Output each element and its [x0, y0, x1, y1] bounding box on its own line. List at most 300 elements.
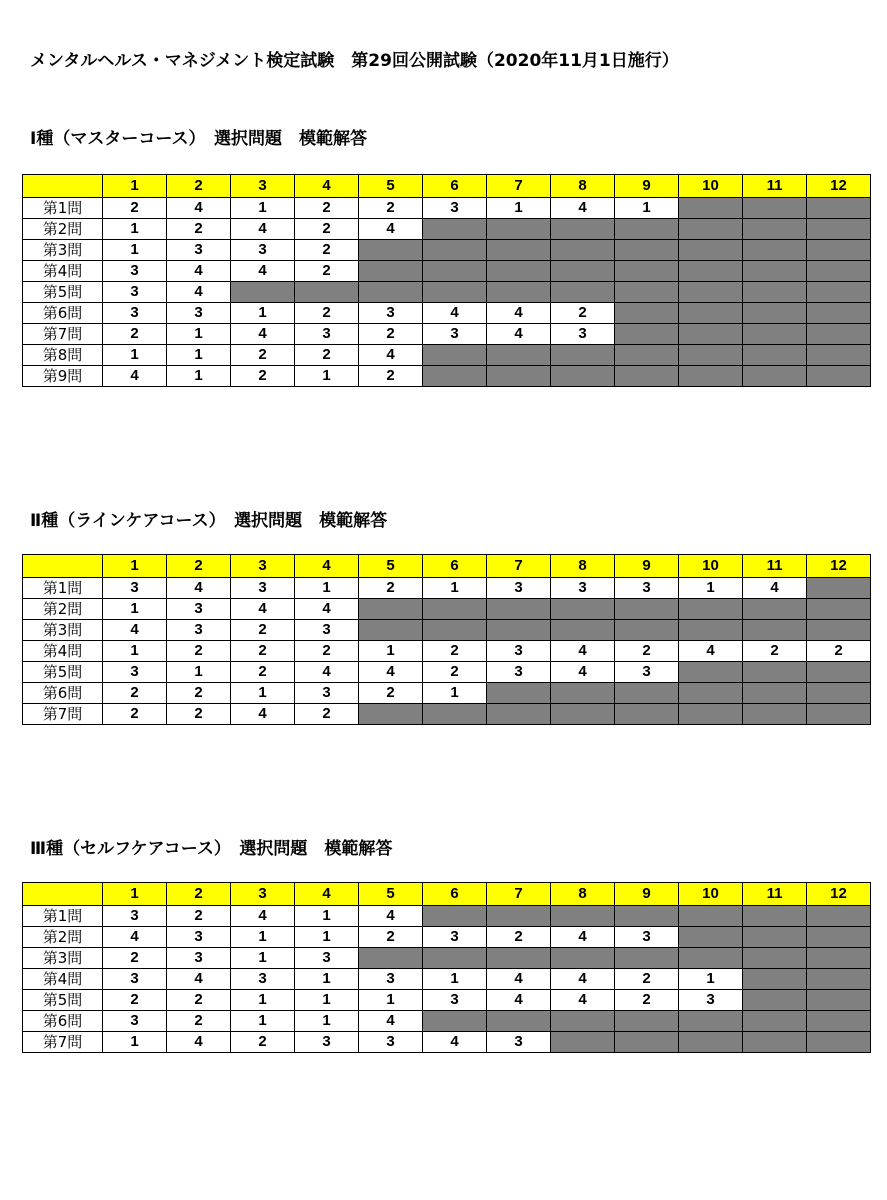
unused-cell [679, 240, 743, 261]
answer-cell: 4 [359, 345, 423, 366]
answer-cell: 2 [167, 704, 231, 725]
answer-cell: 3 [679, 990, 743, 1011]
unused-cell [359, 704, 423, 725]
header-row [23, 555, 871, 578]
answer-cell: 2 [615, 969, 679, 990]
answer-cell: 4 [231, 219, 295, 240]
column-header: 6 [423, 883, 487, 906]
unused-cell [423, 261, 487, 282]
answer-cell: 1 [423, 578, 487, 599]
answer-cell: 2 [103, 990, 167, 1011]
answer-cell: 4 [295, 662, 359, 683]
question-label: 第6問 [23, 303, 103, 324]
answer-cell: 1 [231, 303, 295, 324]
question-row [23, 303, 871, 324]
column-header: 4 [295, 555, 359, 578]
question-row [23, 927, 871, 948]
answer-cell: 3 [103, 906, 167, 927]
unused-cell [423, 704, 487, 725]
answer-cell: 2 [295, 641, 359, 662]
column-header: 4 [295, 883, 359, 906]
unused-cell [807, 620, 871, 641]
unused-cell [615, 906, 679, 927]
answer-cell: 4 [487, 990, 551, 1011]
answer-cell: 2 [295, 704, 359, 725]
question-label: 第1問 [23, 906, 103, 927]
answer-cell: 4 [359, 906, 423, 927]
answer-cell: 2 [359, 683, 423, 704]
unused-cell [551, 282, 615, 303]
unused-cell [743, 662, 807, 683]
answer-cell: 2 [295, 345, 359, 366]
answer-cell: 3 [487, 1032, 551, 1053]
answer-cell: 1 [295, 1011, 359, 1032]
question-row [23, 282, 871, 303]
answer-cell: 2 [615, 641, 679, 662]
answer-cell: 2 [743, 641, 807, 662]
question-label: 第9問 [23, 366, 103, 387]
answer-cell: 3 [103, 282, 167, 303]
answer-cell: 1 [295, 366, 359, 387]
answer-cell: 1 [679, 969, 743, 990]
answer-cell: 2 [231, 345, 295, 366]
question-row [23, 219, 871, 240]
answer-cell: 2 [423, 641, 487, 662]
column-header: 1 [103, 555, 167, 578]
answer-cell: 4 [551, 641, 615, 662]
column-header: 5 [359, 883, 423, 906]
unused-cell [615, 324, 679, 345]
answer-cell: 3 [423, 990, 487, 1011]
unused-cell [743, 683, 807, 704]
header-corner-cell [23, 883, 103, 906]
question-label: 第5問 [23, 990, 103, 1011]
answer-cell: 4 [743, 578, 807, 599]
question-label: 第5問 [23, 662, 103, 683]
unused-cell [743, 366, 807, 387]
question-row [23, 198, 871, 219]
unused-cell [807, 240, 871, 261]
question-row [23, 641, 871, 662]
answer-cell: 3 [359, 303, 423, 324]
answer-cell: 2 [359, 366, 423, 387]
question-label: 第4問 [23, 969, 103, 990]
question-row [23, 240, 871, 261]
unused-cell [679, 599, 743, 620]
question-label: 第1問 [23, 578, 103, 599]
answer-cell: 3 [423, 324, 487, 345]
question-label: 第3問 [23, 948, 103, 969]
unused-cell [743, 240, 807, 261]
unused-cell [487, 704, 551, 725]
answer-cell: 1 [231, 1011, 295, 1032]
unused-cell [615, 282, 679, 303]
unused-cell [487, 345, 551, 366]
unused-cell [423, 620, 487, 641]
question-label: 第5問 [23, 282, 103, 303]
question-row [23, 969, 871, 990]
answer-cell: 2 [231, 1032, 295, 1053]
answer-cell: 3 [167, 927, 231, 948]
answer-cell: 4 [231, 261, 295, 282]
answer-cell: 3 [231, 969, 295, 990]
unused-cell [359, 282, 423, 303]
answer-cell: 4 [551, 969, 615, 990]
unused-cell [743, 198, 807, 219]
answer-cell: 1 [615, 198, 679, 219]
answer-cell: 1 [103, 219, 167, 240]
unused-cell [423, 599, 487, 620]
column-header: 12 [807, 175, 871, 198]
question-label: 第8問 [23, 345, 103, 366]
answer-cell: 2 [423, 662, 487, 683]
answer-cell: 1 [103, 240, 167, 261]
unused-cell [551, 599, 615, 620]
column-header: 5 [359, 175, 423, 198]
answer-cell: 3 [423, 927, 487, 948]
unused-cell [807, 927, 871, 948]
unused-cell [359, 620, 423, 641]
unused-cell [487, 620, 551, 641]
answer-cell: 3 [103, 662, 167, 683]
unused-cell [551, 906, 615, 927]
question-row [23, 906, 871, 927]
unused-cell [807, 704, 871, 725]
unused-cell [679, 683, 743, 704]
unused-cell [807, 1011, 871, 1032]
answer-cell: 3 [103, 303, 167, 324]
answer-cell: 1 [103, 641, 167, 662]
unused-cell [679, 366, 743, 387]
unused-cell [615, 683, 679, 704]
answer-cell: 1 [359, 990, 423, 1011]
unused-cell [743, 219, 807, 240]
unused-cell [359, 599, 423, 620]
question-row [23, 578, 871, 599]
answer-cell: 2 [167, 641, 231, 662]
answer-cell: 4 [487, 324, 551, 345]
answer-cell: 3 [167, 240, 231, 261]
unused-cell [487, 906, 551, 927]
unused-cell [743, 324, 807, 345]
unused-cell [679, 927, 743, 948]
unused-cell [551, 948, 615, 969]
unused-cell [679, 198, 743, 219]
document-title: メンタルヘルス・マネジメント検定試験 第29回公開試験（2020年11月1日施行） [30, 51, 679, 71]
answer-cell: 4 [487, 969, 551, 990]
unused-cell [551, 219, 615, 240]
unused-cell [615, 1032, 679, 1053]
unused-cell [807, 990, 871, 1011]
column-header: 11 [743, 883, 807, 906]
answer-cell: 2 [487, 927, 551, 948]
answer-cell: 2 [167, 906, 231, 927]
unused-cell [551, 683, 615, 704]
unused-cell [743, 948, 807, 969]
question-label: 第3問 [23, 620, 103, 641]
unused-cell [807, 366, 871, 387]
unused-cell [679, 948, 743, 969]
unused-cell [679, 324, 743, 345]
unused-cell [743, 282, 807, 303]
answer-cell: 2 [295, 303, 359, 324]
answer-cell: 4 [103, 927, 167, 948]
answer-cell: 1 [295, 969, 359, 990]
answer-cell: 3 [167, 948, 231, 969]
answer-table-type2 [22, 554, 871, 725]
unused-cell [679, 282, 743, 303]
unused-cell [743, 1032, 807, 1053]
answer-cell: 3 [487, 662, 551, 683]
answer-cell: 4 [167, 282, 231, 303]
answer-cell: 2 [167, 683, 231, 704]
unused-cell [359, 240, 423, 261]
answer-cell: 2 [231, 662, 295, 683]
question-row [23, 948, 871, 969]
question-label: 第7問 [23, 1032, 103, 1053]
unused-cell [743, 927, 807, 948]
answer-cell: 1 [295, 578, 359, 599]
unused-cell [807, 198, 871, 219]
unused-cell [615, 599, 679, 620]
answer-cell: 2 [295, 198, 359, 219]
answer-cell: 3 [295, 1032, 359, 1053]
unused-cell [807, 948, 871, 969]
answer-cell: 4 [167, 969, 231, 990]
header-row [23, 175, 871, 198]
question-label: 第7問 [23, 324, 103, 345]
unused-cell [807, 662, 871, 683]
unused-cell [743, 599, 807, 620]
answer-cell: 2 [359, 324, 423, 345]
unused-cell [615, 240, 679, 261]
unused-cell [743, 906, 807, 927]
column-header: 7 [487, 555, 551, 578]
unused-cell [615, 1011, 679, 1032]
column-header: 9 [615, 175, 679, 198]
unused-cell [807, 906, 871, 927]
answer-cell: 4 [551, 990, 615, 1011]
answer-cell: 1 [167, 324, 231, 345]
question-label: 第4問 [23, 261, 103, 282]
answer-cell: 2 [807, 641, 871, 662]
unused-cell [679, 261, 743, 282]
column-header: 10 [679, 883, 743, 906]
question-row [23, 1011, 871, 1032]
answer-cell: 1 [359, 641, 423, 662]
column-header: 6 [423, 175, 487, 198]
question-row [23, 704, 871, 725]
answer-cell: 2 [359, 927, 423, 948]
answer-cell: 1 [487, 198, 551, 219]
answer-cell: 3 [103, 969, 167, 990]
answer-cell: 3 [167, 620, 231, 641]
unused-cell [679, 345, 743, 366]
answer-cell: 3 [295, 620, 359, 641]
column-header: 12 [807, 555, 871, 578]
answer-cell: 2 [295, 261, 359, 282]
unused-cell [423, 345, 487, 366]
answer-cell: 3 [615, 927, 679, 948]
unused-cell [423, 948, 487, 969]
answer-cell: 4 [551, 662, 615, 683]
answer-cell: 3 [615, 578, 679, 599]
column-header: 8 [551, 555, 615, 578]
unused-cell [807, 324, 871, 345]
unused-cell [551, 366, 615, 387]
unused-cell [615, 704, 679, 725]
answer-cell: 2 [103, 324, 167, 345]
unused-cell [807, 261, 871, 282]
answer-cell: 2 [167, 219, 231, 240]
column-header: 11 [743, 555, 807, 578]
unused-cell [231, 282, 295, 303]
answer-cell: 1 [231, 683, 295, 704]
question-label: 第4問 [23, 641, 103, 662]
unused-cell [807, 683, 871, 704]
answer-cell: 1 [103, 345, 167, 366]
answer-cell: 3 [295, 683, 359, 704]
answer-cell: 2 [167, 990, 231, 1011]
answer-cell: 1 [679, 578, 743, 599]
answer-cell: 3 [551, 324, 615, 345]
answer-cell: 3 [167, 303, 231, 324]
unused-cell [743, 303, 807, 324]
unused-cell [679, 906, 743, 927]
answer-cell: 3 [103, 1011, 167, 1032]
unused-cell [615, 948, 679, 969]
answer-cell: 3 [487, 578, 551, 599]
question-row [23, 324, 871, 345]
answer-cell: 1 [423, 683, 487, 704]
column-header: 12 [807, 883, 871, 906]
unused-cell [423, 240, 487, 261]
unused-cell [615, 366, 679, 387]
column-header: 1 [103, 883, 167, 906]
unused-cell [359, 948, 423, 969]
column-header: 2 [167, 175, 231, 198]
answer-cell: 2 [231, 641, 295, 662]
unused-cell [743, 620, 807, 641]
unused-cell [743, 969, 807, 990]
unused-cell [743, 704, 807, 725]
answer-cell: 4 [551, 198, 615, 219]
answer-cell: 3 [359, 1032, 423, 1053]
column-header: 3 [231, 555, 295, 578]
unused-cell [807, 969, 871, 990]
column-header: 2 [167, 555, 231, 578]
unused-cell [551, 704, 615, 725]
answer-cell: 2 [359, 198, 423, 219]
answer-cell: 4 [231, 599, 295, 620]
answer-cell: 3 [103, 261, 167, 282]
column-header: 7 [487, 175, 551, 198]
answer-table-type1 [22, 174, 871, 387]
answer-cell: 2 [295, 240, 359, 261]
unused-cell [487, 599, 551, 620]
unused-cell [423, 906, 487, 927]
section-title-type2: Ⅱ種（ラインケアコース） 選択問題 模範解答 [30, 511, 388, 531]
answer-cell: 3 [615, 662, 679, 683]
header-corner-cell [23, 175, 103, 198]
unused-cell [743, 1011, 807, 1032]
answer-cell: 3 [551, 578, 615, 599]
answer-cell: 1 [167, 366, 231, 387]
unused-cell [487, 948, 551, 969]
question-row [23, 662, 871, 683]
answer-cell: 4 [359, 662, 423, 683]
unused-cell [487, 240, 551, 261]
answer-cell: 4 [167, 198, 231, 219]
answer-cell: 2 [103, 198, 167, 219]
question-row [23, 683, 871, 704]
answer-cell: 3 [359, 969, 423, 990]
section-title-type3: Ⅲ種（セルフケアコース） 選択問題 模範解答 [30, 839, 393, 859]
answer-cell: 3 [231, 578, 295, 599]
unused-cell [423, 219, 487, 240]
answer-cell: 4 [231, 704, 295, 725]
unused-cell [679, 1032, 743, 1053]
answer-cell: 1 [103, 599, 167, 620]
answer-cell: 4 [295, 599, 359, 620]
unused-cell [807, 345, 871, 366]
unused-cell [295, 282, 359, 303]
unused-cell [551, 620, 615, 641]
column-header: 8 [551, 175, 615, 198]
unused-cell [679, 219, 743, 240]
unused-cell [679, 620, 743, 641]
unused-cell [359, 261, 423, 282]
unused-cell [423, 282, 487, 303]
question-row [23, 1032, 871, 1053]
unused-cell [551, 1032, 615, 1053]
unused-cell [807, 282, 871, 303]
unused-cell [615, 303, 679, 324]
column-header: 2 [167, 883, 231, 906]
unused-cell [679, 303, 743, 324]
unused-cell [487, 261, 551, 282]
unused-cell [679, 704, 743, 725]
answer-cell: 1 [167, 345, 231, 366]
answer-cell: 4 [423, 303, 487, 324]
unused-cell [615, 345, 679, 366]
answer-cell: 4 [167, 261, 231, 282]
answer-cell: 2 [231, 620, 295, 641]
answer-cell: 4 [551, 927, 615, 948]
column-header: 3 [231, 883, 295, 906]
answer-cell: 2 [615, 990, 679, 1011]
answer-cell: 3 [295, 948, 359, 969]
answer-cell: 2 [359, 578, 423, 599]
question-label: 第2問 [23, 219, 103, 240]
answer-cell: 4 [103, 620, 167, 641]
answer-table-type3 [22, 882, 871, 1053]
answer-cell: 4 [167, 578, 231, 599]
column-header: 3 [231, 175, 295, 198]
answer-cell: 1 [295, 990, 359, 1011]
column-header: 1 [103, 175, 167, 198]
answer-cell: 4 [103, 366, 167, 387]
unused-cell [487, 366, 551, 387]
unused-cell [807, 219, 871, 240]
column-header: 6 [423, 555, 487, 578]
unused-cell [679, 662, 743, 683]
question-row [23, 261, 871, 282]
answer-cell: 1 [231, 927, 295, 948]
answer-cell: 3 [103, 578, 167, 599]
column-header: 4 [295, 175, 359, 198]
question-row [23, 620, 871, 641]
